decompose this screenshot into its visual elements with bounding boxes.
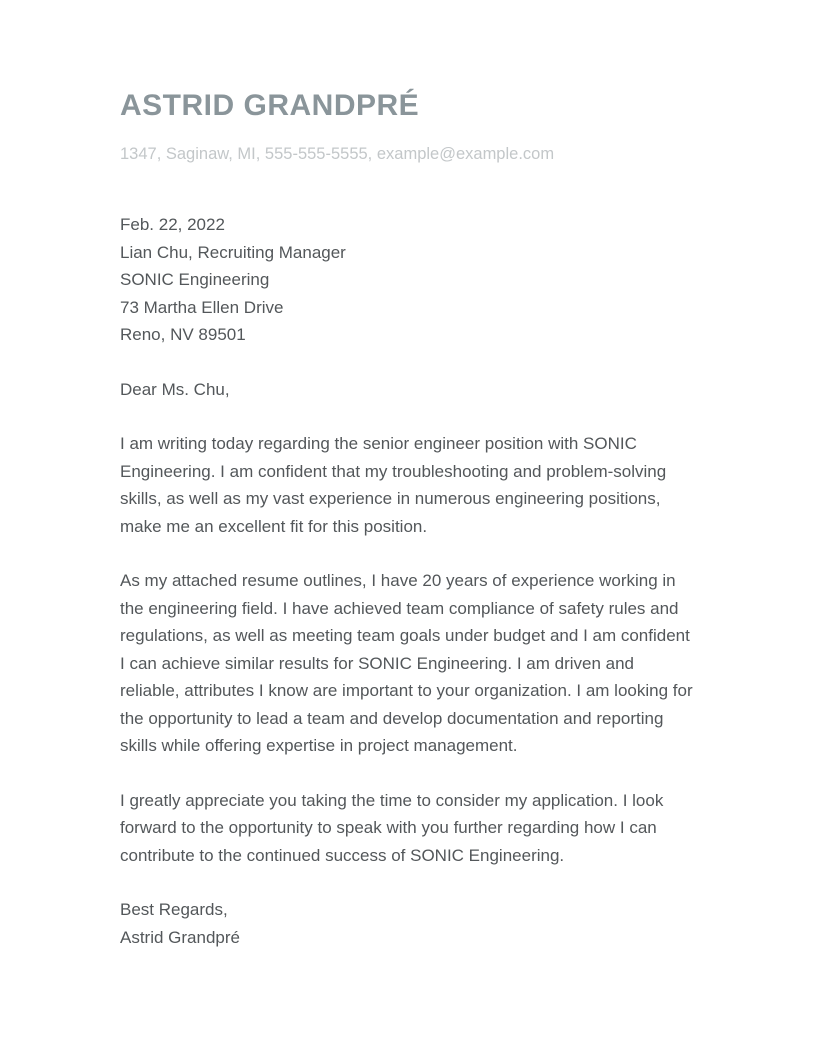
recipient-line: SONIC Engineering: [120, 270, 270, 289]
letter-date: Feb. 22, 2022: [120, 215, 225, 234]
closing: Best Regards,: [120, 900, 228, 919]
letter-header: [120, 88, 698, 168]
recipient-line: 73 Martha Ellen Drive: [120, 297, 284, 317]
signature: Astrid Grandpré: [120, 927, 240, 947]
body-paragraph: I greatly appreciate you taking the time to consider my application. I look forward to the opportunity to speak with you further regarding how I can contribute to the continued success of SONIC Engineering.: [120, 790, 664, 865]
address-block: [120, 211, 698, 349]
recipient-line: Reno, NV 89501: [120, 325, 246, 344]
salutation: Dear Ms. Chu,: [120, 379, 230, 399]
recipient-line: Lian Chu, Recruiting Manager: [120, 242, 346, 262]
body-paragraph: As my attached resume outlines, I have 20 years of experience working in the engineering field. I have achieved team compliance of safety rules and regulations, as well as meeting team goals under budget and I am confident I can achieve similar results for SONIC Engineering. I am driven and reliable, attributes I know are important to your organization. I am looking for the opportunity to lead a team and develop documentation and reporting skills while offering expertise in project management.: [120, 571, 693, 755]
applicant-name: ASTRID GRANDPRÉ: [120, 89, 420, 122]
letter-body: [120, 211, 698, 951]
contact-line: 1347, Saginaw, MI, 555-555-5555, example@example.com: [120, 145, 555, 163]
body-paragraph: I am writing today regarding the senior engineer position with SONIC Engineering. I am confident that my troubleshooting and problem-solving skills, as well as my vast experience in numerous engineering positions, make me an excellent fit for this position.: [120, 434, 667, 536]
closing-block: [120, 896, 698, 951]
